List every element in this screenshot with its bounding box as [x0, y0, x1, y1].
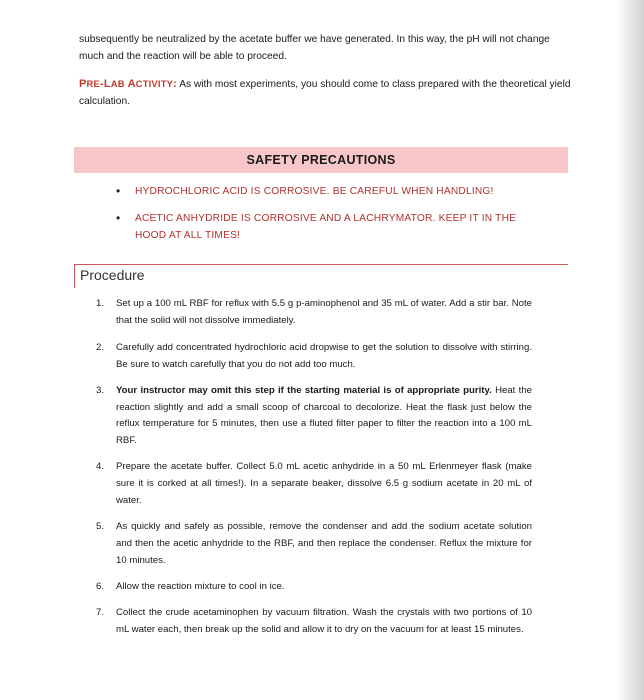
procedure-step: 2. Carefully add concentrated hydrochloric acid dropwise to get the solution to dissolve with stirring. Be sure to watch carefully that you do not add too much.: [96, 341, 532, 370]
procedure-step: 1. Set up a 100 mL RBF for reflux with 5.5 g p-aminophenol and 35 mL of water. Add a stir bar. Note that the solid will not dissolve immediately.: [96, 298, 532, 326]
prelab-body: As with most experiments, you should come to class prepared with the theoretical yield calculation.: [79, 79, 571, 107]
procedure-step: 7. Collect the crude acetaminophen by vacuum filtration. Wash the crystals with two portions of 10 mL water each, then break up the solid and allow it to dry on the vacuum for at least 15 minutes.: [96, 606, 532, 635]
safety-precautions-header: SAFETY PRECAUTIONS: [74, 147, 568, 173]
intro-paragraph: subsequently be neutralized by the acetate buffer we have generated. In this way, the pH will not change much and the reaction will be able to proceed.: [79, 34, 550, 62]
procedure-heading: Procedure: [74, 264, 568, 288]
safety-item: • HYDROCHLORIC ACID IS CORROSIVE. BE CAREFUL WHEN HANDLING!: [116, 184, 494, 198]
procedure-step: 4. Prepare the acetate buffer. Collect 5.0 mL acetic anhydride in a 50 mL Erlenmeyer flask (make sure it is corked at all times!). In a separate beaker, dissolve 6.5 g sodium acetate in 20 mL of water.: [96, 461, 532, 507]
prelab-heading: PRE-LAB ACTIVITY:: [79, 78, 177, 90]
procedure-step: 6. Allow the reaction mixture to cool in ice.: [96, 580, 285, 592]
procedure-step: 3. Your instructor may omit this step if the starting material is of appropriate purity. Heat the reaction slightly and add a small scoop of charcoal to decolorize. Heat the flask just below the reflux temperature for 5 minutes, then use a fluted filter paper to filter the reaction into a 100 mL RBF.: [96, 384, 532, 447]
prelab-paragraph: [79, 75, 571, 110]
bullet-icon: •: [116, 184, 121, 198]
safety-item: • ACETIC ANHYDRIDE IS CORROSIVE AND A LACHRYMATOR. KEEP IT IN THE HOOD AT ALL TIMES!: [116, 211, 517, 241]
procedure-step: 5. As quickly and safely as possible, remove the condenser and add the sodium acetate solution and then the acetic anhydride to the RBF, and then replace the condenser. Reflux the mixture for 10 minutes.: [96, 520, 532, 566]
bullet-icon: •: [116, 211, 121, 225]
procedure-steps: [96, 296, 532, 638]
safety-list: [116, 183, 536, 254]
page-edge-shadow: [616, 0, 644, 700]
